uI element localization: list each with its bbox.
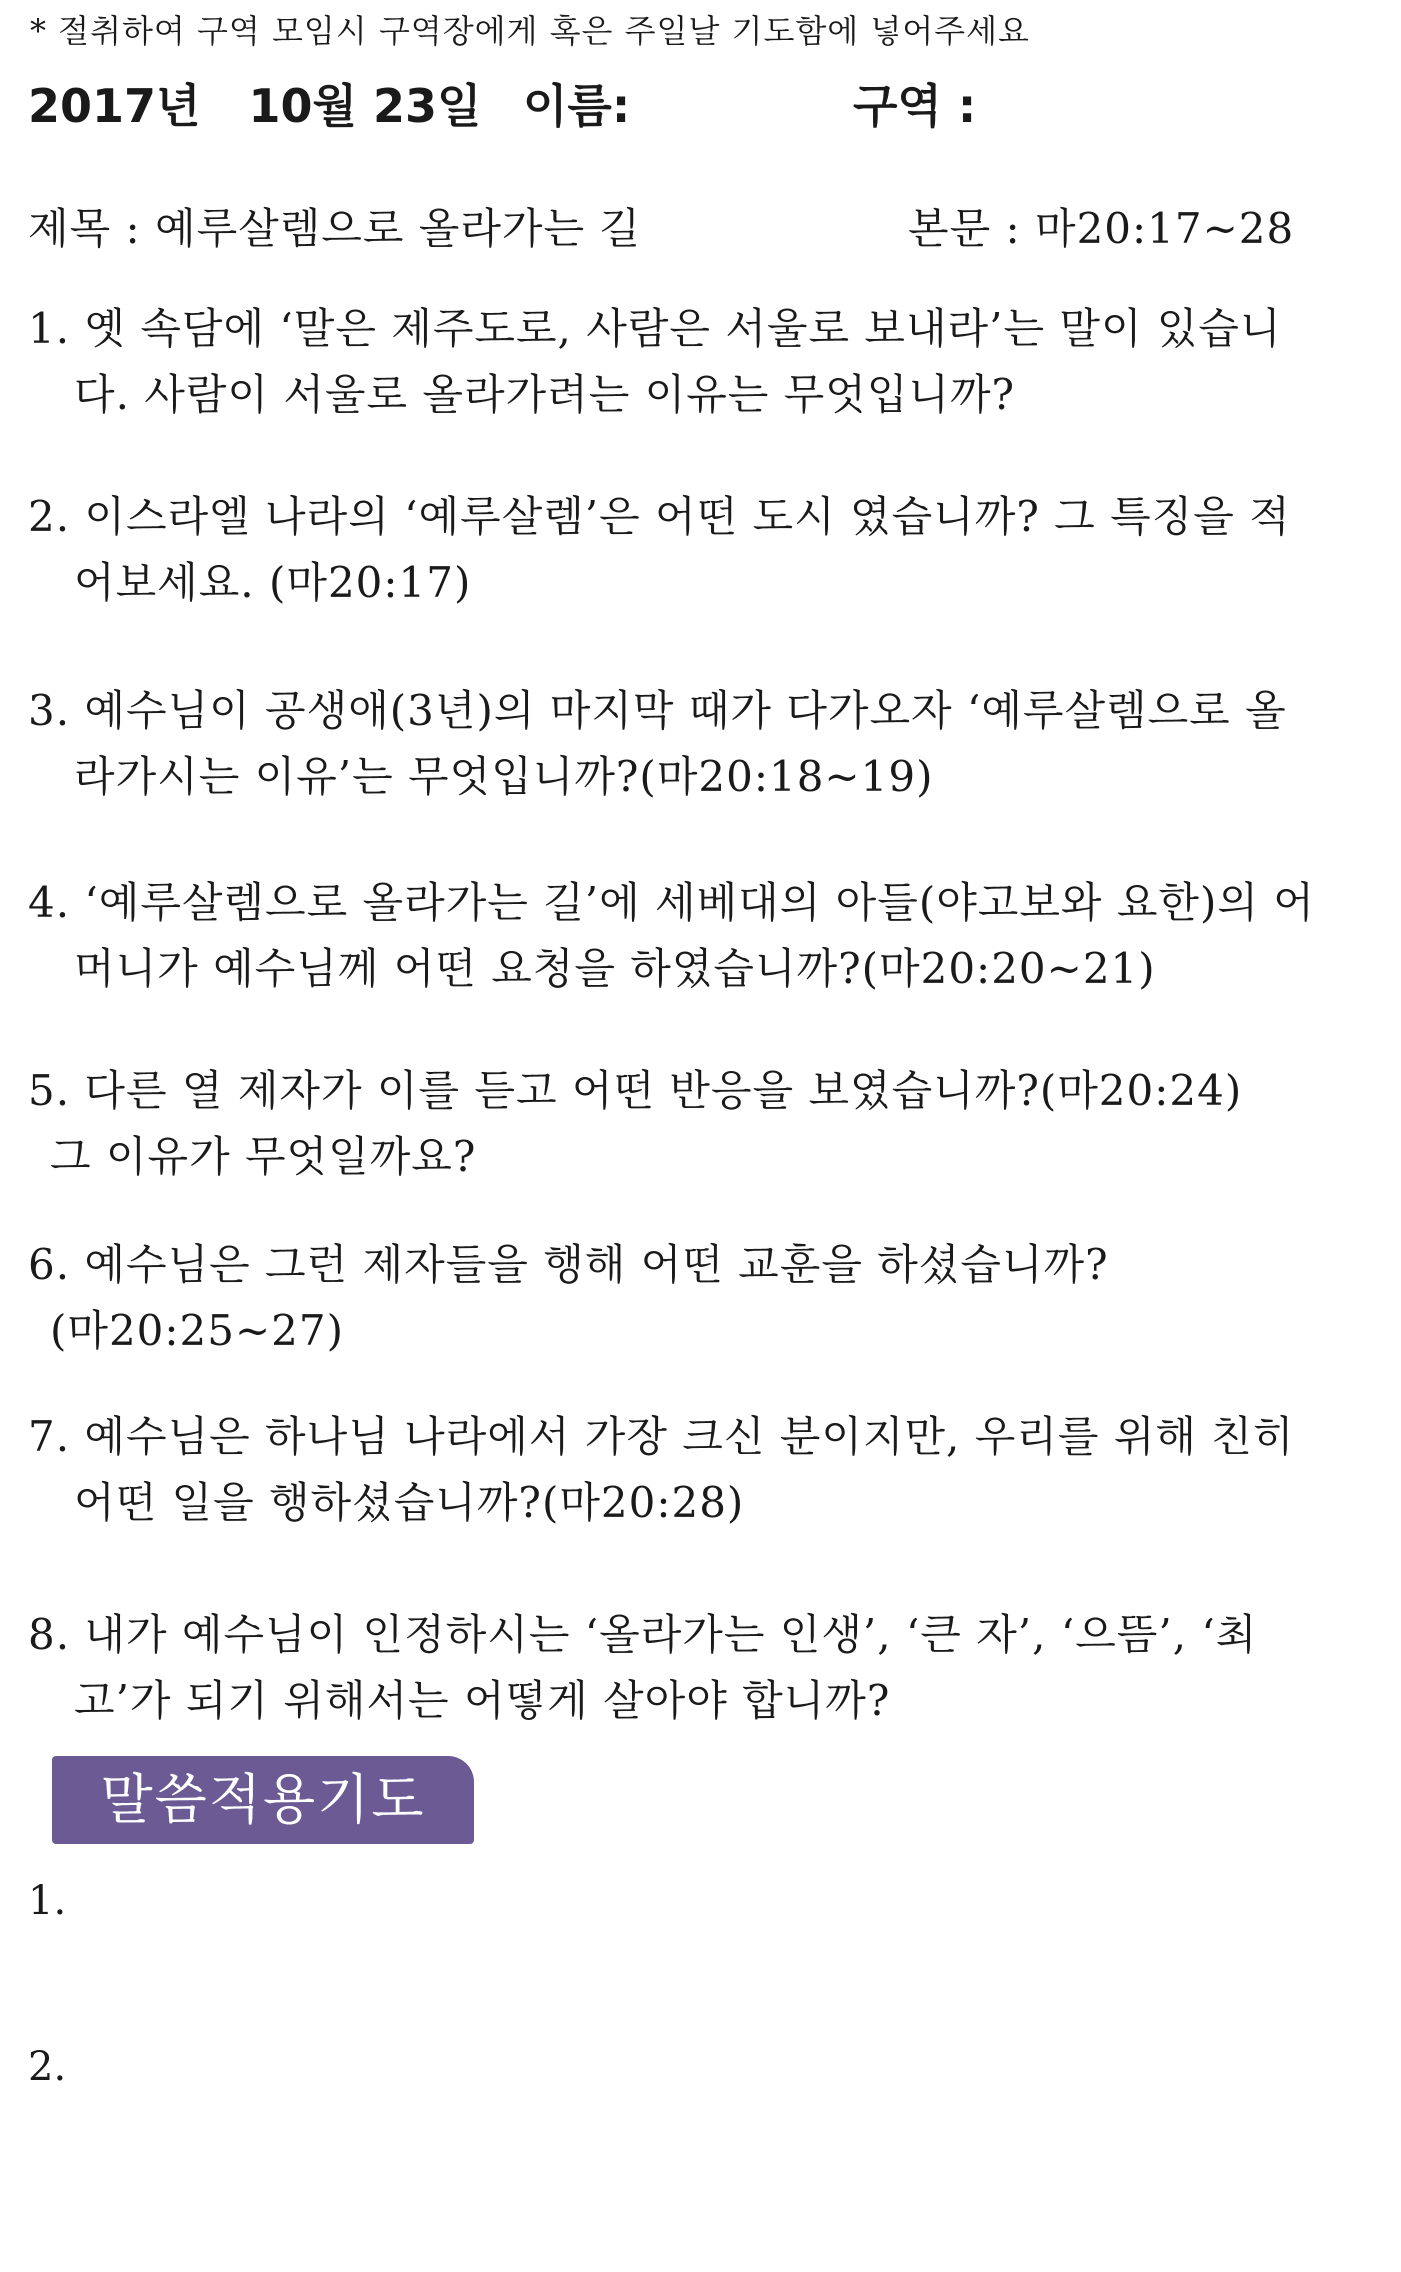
question-8 bbox=[28, 1602, 1328, 1734]
question-3-line-1: 3. 예수님이 공생애(3년)의 마지막 때가 다가오자 ‘예루살렘으로 올 bbox=[28, 686, 1287, 735]
prayer-application-badge: 말씀적용기도 bbox=[52, 1756, 474, 1844]
question-6-line-1: 6. 예수님은 그런 제자들을 행해 어떤 교훈을 하셨습니까? bbox=[28, 1240, 1109, 1289]
question-6-line-2: (마20:25~27) bbox=[50, 1306, 345, 1355]
district-label: 구역 : bbox=[853, 79, 977, 133]
question-1 bbox=[28, 296, 1328, 428]
question-5 bbox=[28, 1058, 1328, 1190]
question-8-line-1: 8. 내가 예수님이 인정하시는 ‘올라가는 인생’, ‘큰 자’, ‘으뜸’, ‘최 bbox=[28, 1610, 1258, 1659]
scripture-passage: 본문 : 마20:17~28 bbox=[908, 204, 1295, 253]
prayer-item-2: 2. bbox=[28, 2044, 67, 2090]
question-4-line-1: 4. ‘예루살렘으로 올라가는 길’에 세베대의 아들(야고보와 요한)의 어 bbox=[28, 878, 1315, 927]
question-4 bbox=[28, 870, 1328, 1002]
question-3 bbox=[28, 678, 1328, 810]
date: 2017년 10월 23일 bbox=[28, 79, 482, 133]
question-6 bbox=[28, 1232, 1328, 1364]
question-7-line-1: 7. 예수님은 하나님 나라에서 가장 크신 분이지만, 우리를 위해 친히 bbox=[28, 1412, 1295, 1461]
question-2-line-1: 2. 이스라엘 나라의 ‘예루살렘’은 어떤 도시 였습니까? 그 특징을 적 bbox=[28, 492, 1291, 541]
question-5-line-1: 5. 다른 열 제자가 이를 듣고 어떤 반응을 보였습니까?(마20:24) bbox=[28, 1066, 1243, 1115]
question-1-line-2: 다. 사람이 서울로 올라가려는 이유는 무엇입니까? bbox=[74, 370, 1016, 419]
question-4-line-2: 머니가 예수님께 어떤 요청을 하였습니까?(마20:20~21) bbox=[74, 944, 1156, 993]
question-7 bbox=[28, 1404, 1328, 1536]
prayer-item-1: 1. bbox=[28, 1878, 67, 1924]
question-3-line-2: 라가시는 이유’는 무엇입니까?(마20:18~19) bbox=[74, 752, 934, 801]
question-5-line-2: 그 이유가 무엇일까요? bbox=[50, 1132, 477, 1181]
question-8-line-2: 고’가 되기 위해서는 어떻게 살아야 합니까? bbox=[74, 1676, 891, 1725]
question-2-line-2: 어보세요. (마20:17) bbox=[74, 558, 472, 607]
question-1-line-1: 1. 옛 속담에 ‘말은 제주도로, 사람은 서울로 보내라’는 말이 있습니 bbox=[28, 304, 1282, 353]
sermon-title: 제목 : 예루살렘으로 올라가는 길 bbox=[28, 204, 641, 253]
question-2 bbox=[28, 484, 1328, 616]
instruction-note: * 절취하여 구역 모임시 구역장에게 혹은 주일날 기도함에 넣어주세요 bbox=[30, 12, 1030, 50]
question-7-line-2: 어떤 일을 행하셨습니까?(마20:28) bbox=[74, 1478, 745, 1527]
name-label: 이름: bbox=[523, 79, 631, 133]
